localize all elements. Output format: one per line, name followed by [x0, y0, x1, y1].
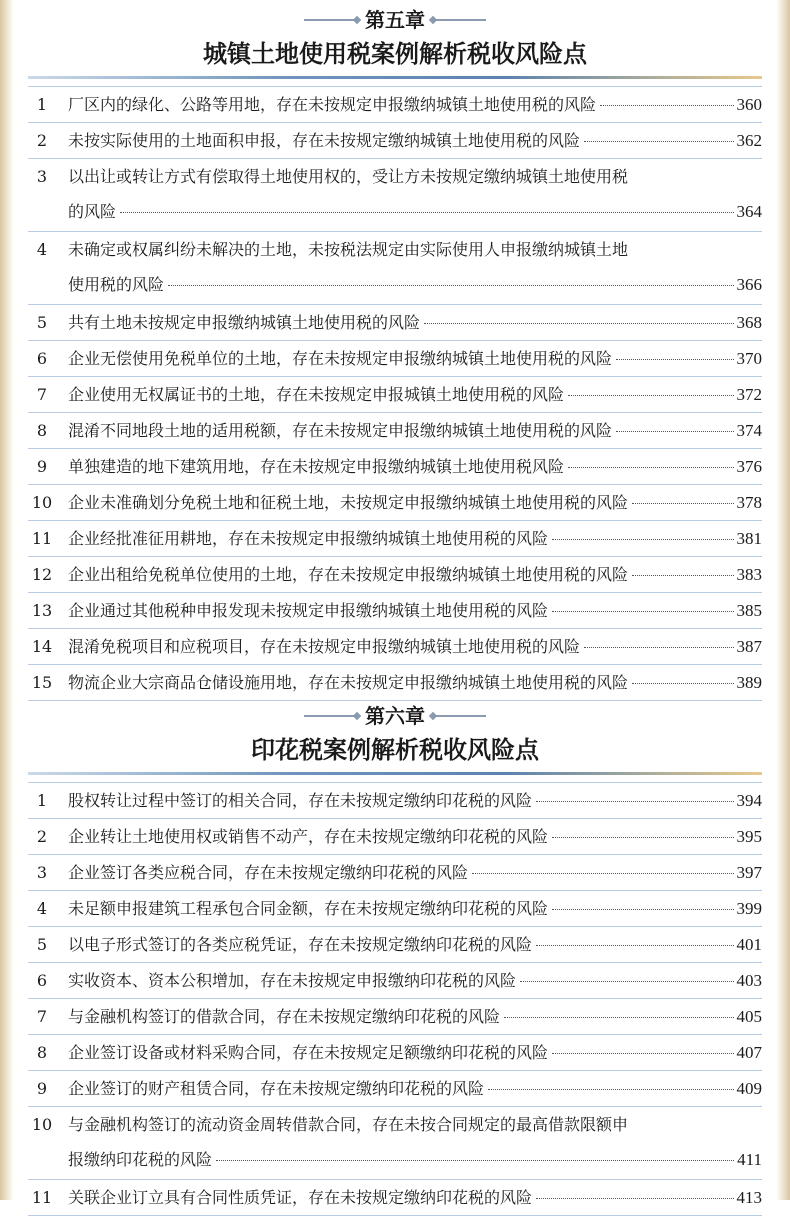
dot-leader: [504, 1017, 733, 1018]
chapter-divider: [28, 76, 762, 79]
dot-leader: [552, 909, 733, 910]
dot-leader: [520, 981, 733, 982]
dot-leader: [168, 285, 733, 286]
entry-title-line-last: [68, 629, 762, 664]
entry-title-line-last: [68, 1071, 762, 1106]
toc-entry[interactable]: [28, 484, 762, 520]
toc-entry[interactable]: [28, 340, 762, 376]
page-number: 407: [736, 1043, 762, 1062]
page-number: 370: [736, 349, 762, 368]
dot-leader: [584, 647, 733, 648]
entry-number: 3: [36, 863, 48, 882]
dot-leader: [600, 105, 733, 106]
entry-title: 企业签订各类应税合同，存在未按规定缴纳印花税的风险: [68, 863, 469, 882]
dot-leader: [632, 683, 733, 684]
toc-entry[interactable]: [28, 664, 762, 700]
entry-title: 单独建造的地下建筑用地，存在未按规定申报缴纳城镇土地使用税风险: [68, 457, 565, 476]
entry-title: 报缴纳印花税的风险: [68, 1150, 213, 1169]
entry-title-line: [68, 159, 762, 194]
entry-title-line-last: [68, 891, 762, 926]
dot-leader: [536, 801, 733, 802]
page-number: 403: [736, 971, 762, 990]
entry-title: 使用税的风险: [68, 275, 165, 294]
left-border-decoration: [0, 0, 14, 1200]
page-number: 372: [736, 385, 762, 404]
toc-entry[interactable]: [28, 1034, 762, 1070]
dot-leader: [616, 359, 733, 360]
right-border-decoration: [776, 0, 790, 1200]
dot-leader: [472, 873, 733, 874]
entry-number: 9: [36, 1079, 48, 1098]
entry-title-line-last: [68, 1180, 762, 1215]
entry-number: 10: [31, 1115, 53, 1134]
toc-entry[interactable]: [28, 231, 762, 304]
toc-entry[interactable]: [28, 412, 762, 448]
entry-title-line-last: [68, 87, 762, 122]
entry-number: 15: [31, 673, 53, 692]
entry-title: 以出让或转让方式有偿取得土地使用权的，受让方未按规定缴纳城镇土地使用税: [68, 167, 629, 186]
page-number: 387: [736, 637, 762, 656]
toc-entry[interactable]: [28, 1070, 762, 1106]
dot-leader: [552, 837, 733, 838]
toc-entry[interactable]: [28, 520, 762, 556]
entry-title-line-last: [68, 267, 762, 302]
toc-entry[interactable]: [28, 926, 762, 962]
entry-number: 9: [36, 457, 48, 476]
entry-number: 10: [31, 493, 53, 512]
entry-number: 5: [36, 935, 48, 954]
entry-number: 5: [36, 313, 48, 332]
entry-title-line-last: [68, 413, 762, 448]
page-number: 401: [736, 935, 762, 954]
entry-title-line-last: [68, 593, 762, 628]
entry-title: 与金融机构签订的借款合同，存在未按规定缴纳印花税的风险: [68, 1007, 501, 1026]
page-number: 381: [736, 529, 762, 548]
dot-leader: [424, 323, 733, 324]
page-number: 389: [736, 673, 762, 692]
entry-title: 股权转让过程中签订的相关合同，存在未按规定缴纳印花税的风险: [68, 791, 533, 810]
dot-leader: [616, 431, 733, 432]
dot-leader: [584, 141, 733, 142]
entry-title: 物流企业大宗商品仓储设施用地，存在未按规定申报缴纳城镇土地使用税的风险: [68, 673, 629, 692]
entry-title: 混淆不同地段土地的适用税额，存在未按规定申报缴纳城镇土地使用税的风险: [68, 421, 613, 440]
entry-title: 未确定或权属纠纷未解决的土地，未按税法规定由实际使用人申报缴纳城镇土地: [68, 240, 629, 259]
entry-title: 企业签订设备或材料采购合同，存在未按规定足额缴纳印花税的风险: [68, 1043, 549, 1062]
entry-number: 4: [36, 240, 48, 259]
entry-number: 3: [36, 167, 48, 186]
entry-number: 6: [36, 349, 48, 368]
entry-title-line-last: [68, 557, 762, 592]
entry-title: 企业签订的财产租赁合同，存在未按规定缴纳印花税的风险: [68, 1079, 485, 1098]
dot-leader: [568, 395, 733, 396]
entry-title-line-last: [68, 1035, 762, 1070]
entry-number: 7: [36, 1007, 48, 1026]
toc-entry[interactable]: [28, 158, 762, 231]
page-number: 383: [736, 565, 762, 584]
toc-entry[interactable]: [28, 86, 762, 122]
entry-title-line-last: [68, 123, 762, 158]
toc-entry[interactable]: [28, 448, 762, 484]
page-number: 360: [736, 95, 762, 114]
entry-number: 7: [36, 385, 48, 404]
page-number: 394: [736, 791, 762, 810]
toc-entry[interactable]: [28, 304, 762, 340]
chapter-divider: [28, 772, 762, 775]
entry-number: 8: [36, 421, 48, 440]
entry-title: 实收资本、资本公积增加，存在未按规定申报缴纳印花税的风险: [68, 971, 517, 990]
entry-title: 企业未准确划分免税土地和征税土地，未按规定申报缴纳城镇土地使用税的风险: [68, 493, 629, 512]
chapter-number: 第五章: [365, 8, 425, 32]
dot-leader: [632, 503, 733, 504]
entry-title-line-last: [68, 963, 762, 998]
toc-entry-list: [28, 782, 762, 1216]
entry-number: 11: [31, 1188, 53, 1207]
toc-entry[interactable]: [28, 818, 762, 854]
dot-leader: [488, 1089, 733, 1090]
entry-title-line-last: [68, 819, 762, 854]
page-number: 374: [736, 421, 762, 440]
dot-leader: [536, 1198, 733, 1199]
toc-entry[interactable]: [28, 556, 762, 592]
chapter-number: 第六章: [365, 704, 425, 728]
dot-leader: [552, 1053, 733, 1054]
entry-number: 1: [36, 95, 48, 114]
page-number: 399: [736, 899, 762, 918]
entry-title: 关联企业订立具有合同性质凭证，存在未按规定缴纳印花税的风险: [68, 1188, 533, 1207]
entry-number: 12: [31, 565, 53, 584]
toc-entry-list: [28, 86, 762, 701]
entry-title: 企业通过其他税种申报发现未按规定申报缴纳城镇土地使用税的风险: [68, 601, 549, 620]
entry-title: 企业转让土地使用权或销售不动产，存在未按规定缴纳印花税的风险: [68, 827, 549, 846]
entry-number: 2: [36, 131, 48, 150]
page-number: 413: [736, 1188, 762, 1207]
page-number: 362: [736, 131, 762, 150]
toc-entry[interactable]: [28, 1106, 762, 1179]
entry-number: 6: [36, 971, 48, 990]
page-number: 409: [736, 1079, 762, 1098]
toc-entry[interactable]: [28, 782, 762, 818]
entry-title-line: [68, 1107, 762, 1142]
page-number: 385: [736, 601, 762, 620]
entry-title: 企业出租给免税单位使用的土地，存在未按规定申报缴纳城镇土地使用税的风险: [68, 565, 629, 584]
entry-number: 4: [36, 899, 48, 918]
dot-leader: [216, 1160, 734, 1161]
entry-title: 厂区内的绿化、公路等用地，存在未按规定申报缴纳城镇土地使用税的风险: [68, 95, 597, 114]
page-number: 368: [736, 313, 762, 332]
entry-title-line-last: [68, 341, 762, 376]
chapter-title: 城镇土地使用税案例解析税收风险点: [203, 39, 587, 68]
entry-title: 企业使用无权属证书的土地，存在未按规定申报城镇土地使用税的风险: [68, 385, 565, 404]
toc-entry[interactable]: [28, 890, 762, 926]
entry-title-line-last: [68, 449, 762, 484]
dot-leader: [552, 611, 733, 612]
toc-entry[interactable]: [28, 628, 762, 664]
entry-title: 共有土地未按规定申报缴纳城镇土地使用税的风险: [68, 313, 421, 332]
dot-leader: [632, 575, 733, 576]
toc-entry[interactable]: [28, 998, 762, 1034]
page-number: 376: [736, 457, 762, 476]
dot-leader: [568, 467, 733, 468]
entry-title-line: [68, 232, 762, 267]
toc-entry[interactable]: [28, 1179, 762, 1215]
entry-title: 企业无偿使用免税单位的土地，存在未按规定申报缴纳城镇土地使用税的风险: [68, 349, 613, 368]
toc-entry[interactable]: [28, 962, 762, 998]
page-number: 411: [737, 1150, 762, 1169]
entry-title-line-last: [68, 927, 762, 962]
entry-number: 8: [36, 1043, 48, 1062]
entry-title: 混淆免税项目和应税项目，存在未按规定申报缴纳城镇土地使用税的风险: [68, 637, 581, 656]
entry-number: 14: [31, 637, 53, 656]
entry-title-line-last: [68, 521, 762, 556]
dot-leader: [120, 212, 733, 213]
entry-title: 的风险: [68, 202, 117, 221]
entry-title-line-last: [68, 855, 762, 890]
entry-title-line-last: [68, 999, 762, 1034]
dot-leader: [552, 539, 733, 540]
page-number: 405: [736, 1007, 762, 1026]
entry-title: 未按实际使用的土地面积申报，存在未按规定缴纳城镇土地使用税的风险: [68, 131, 581, 150]
entry-title-line-last: [68, 783, 762, 818]
entry-title-line-last: [68, 1142, 762, 1177]
page-number: 397: [736, 863, 762, 882]
entry-title: 以电子形式签订的各类应税凭证，存在未按规定缴纳印花税的风险: [68, 935, 533, 954]
dot-leader: [536, 945, 733, 946]
toc-entry[interactable]: [28, 854, 762, 890]
entry-number: 11: [31, 529, 53, 548]
entry-title-line-last: [68, 305, 762, 340]
page-number: 378: [736, 493, 762, 512]
entry-title-line-last: [68, 194, 762, 229]
entry-title-line-last: [68, 377, 762, 412]
entry-title: 企业经批准征用耕地，存在未按规定申报缴纳城镇土地使用税的风险: [68, 529, 549, 548]
entry-title: 与金融机构签订的流动资金周转借款合同，存在未按合同规定的最高借款限额申: [68, 1115, 629, 1134]
page-number: 395: [736, 827, 762, 846]
page-number: 366: [736, 275, 762, 294]
chapter-title: 印花税案例解析税收风险点: [251, 735, 539, 764]
toc-entry[interactable]: [28, 592, 762, 628]
entry-title-line-last: [68, 485, 762, 520]
entry-title-line-last: [68, 665, 762, 700]
entry-title: 未足额申报建筑工程承包合同金额，存在未按规定缴纳印花税的风险: [68, 899, 549, 918]
page-number: 364: [736, 202, 762, 221]
entry-number: 1: [36, 791, 48, 810]
toc-entry[interactable]: [28, 376, 762, 412]
entry-number: 13: [31, 601, 53, 620]
toc-entry[interactable]: [28, 122, 762, 158]
entry-number: 2: [36, 827, 48, 846]
